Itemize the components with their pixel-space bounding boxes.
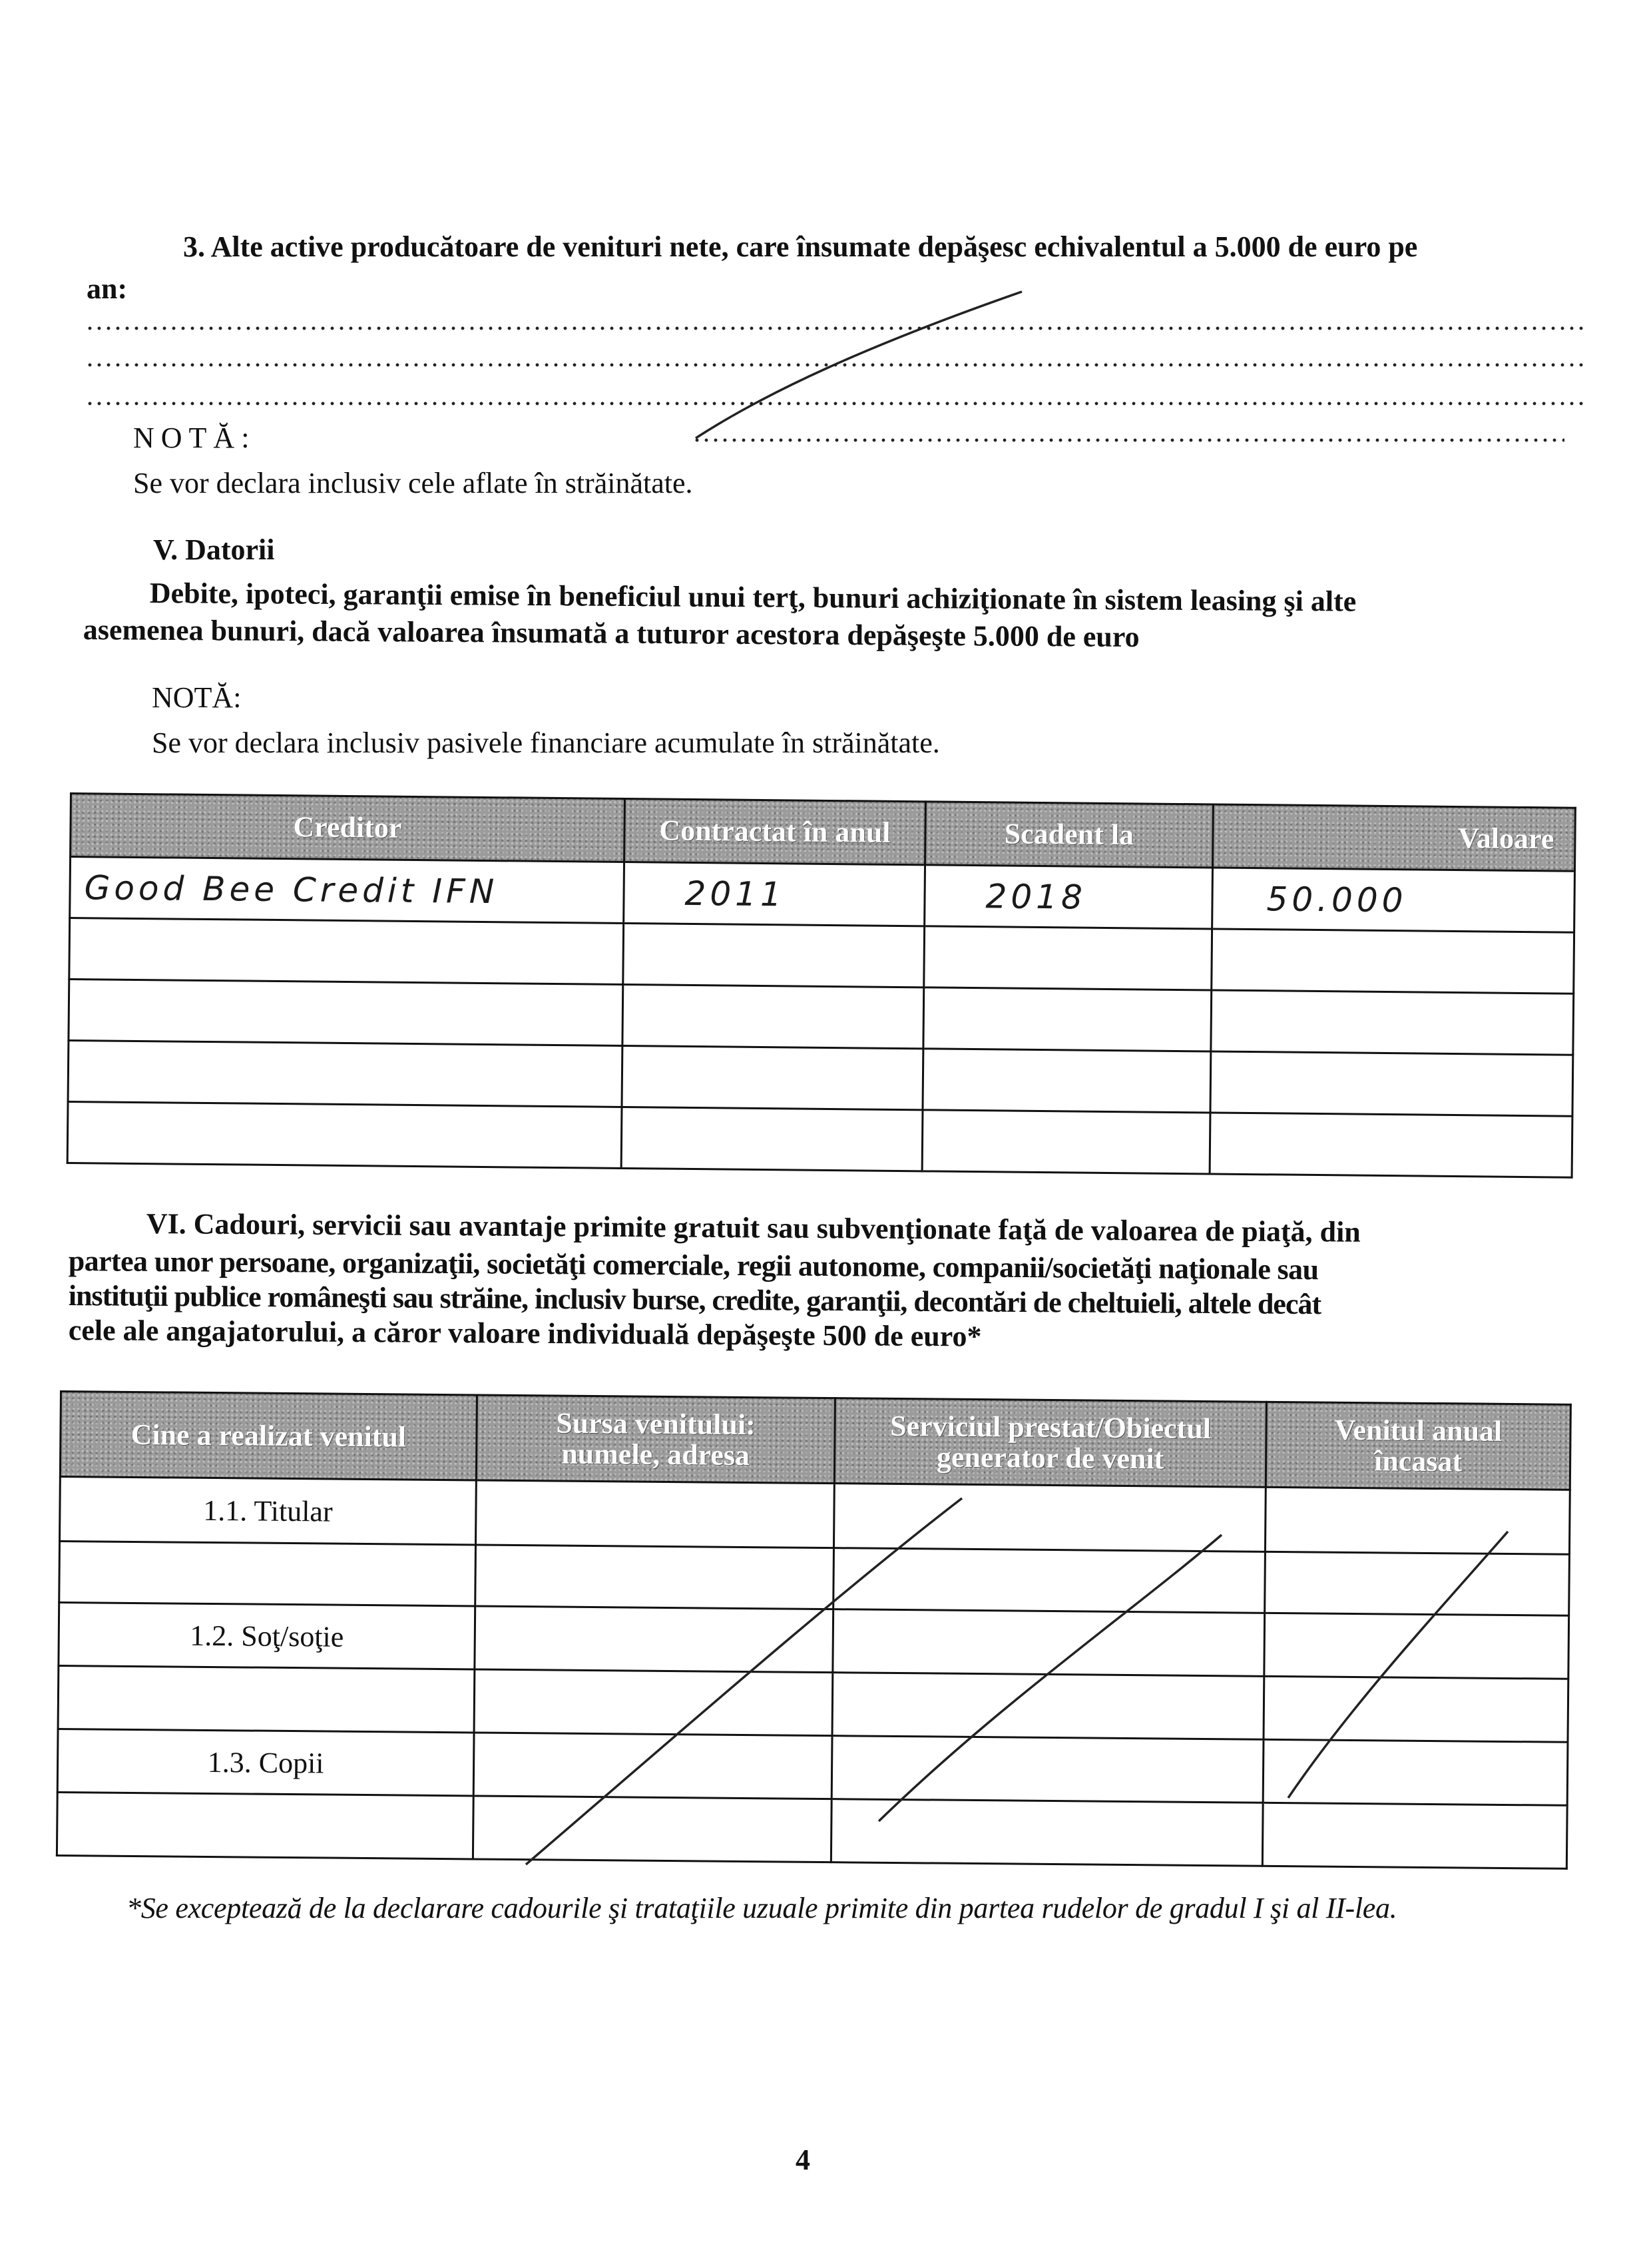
gifts-cell [1264,1613,1569,1679]
gifts-cell [831,1736,1264,1803]
gifts-row [57,1792,1567,1868]
gifts-header-who [60,1392,477,1480]
section5-nota-text: Se vor declara inclusiv pasivele financiare acumulate în străinătate. [152,726,940,759]
debts-cell [621,1107,923,1171]
gifts-cell [1265,1552,1570,1615]
gifts-cell [833,1609,1265,1677]
gifts-cell [474,1669,833,1736]
debts-cell [923,1049,1211,1113]
gifts-header-source-line2: numele, adresa [561,1437,750,1472]
gifts-table [56,1390,1572,1870]
gifts-header-service-line1: Serviciul prestat/Obiectul [889,1409,1212,1445]
section6-line1: VI. Cadouri, servicii sau avantaje primite gratuit sau subvenţionate faţă de valoarea de piaţă, din [146,1207,1361,1249]
debts-cell-due: 2018 [925,865,1213,929]
gifts-header-who-text: Cine a realizat venitul [130,1418,407,1454]
debts-cell [1211,990,1574,1055]
gifts-cell [475,1606,833,1673]
debts-cell-creditor: Good Bee Credit IFN [70,857,624,924]
dotted-line-1 [85,326,1583,330]
debts-cell [923,988,1212,1051]
section6-line3: instituţii publice româneşti sau străine, inclusiv burse, credite, garanţii, decontări de cheltuieli, altele decât [68,1279,1321,1321]
debts-cell [922,1110,1210,1174]
gifts-cell-spouse: 1.2. Soţ/soţie [59,1603,475,1669]
debts-cell [1210,1051,1573,1116]
gifts-header-income-line2: încasat [1373,1444,1463,1478]
section5-desc-line1: Debite, ipoteci, garanţii emise în beneficiul unui terţ, bunuri achiziţionate în sistem leasing şi alte [149,577,1357,618]
debts-header-due: Scadent la [925,802,1214,868]
gifts-cell [58,1665,475,1732]
page-number: 4 [796,2143,810,2176]
section3-heading-text: Alte active producătoare de venituri nete, care însumate depăşesc echivalentul a 5.000 de euro pe [210,230,1418,263]
dotted-line-3 [85,402,1583,406]
gifts-cell [831,1799,1263,1866]
debts-cell-value: 50.000 [1212,868,1575,932]
gifts-header-income [1266,1402,1570,1490]
debts-header-creditor: Creditor [71,794,625,862]
section6-line4: cele ale angajatorului, a căror valoare individuală depăşeşte 500 de euro* [68,1314,982,1353]
section6-line2: partea unor persoane, organizaţii, societăţi comerciale, regii autonome, companii/societăţi naţionale sau [68,1245,1319,1286]
gifts-header-income-line1: Venitul anual [1334,1413,1503,1448]
gifts-cell [833,1548,1266,1613]
debts-cell [924,926,1212,990]
gifts-cell [473,1796,831,1862]
debts-header-contract-year: Contractat în anul [624,799,926,865]
section3-number: 3. [183,230,205,263]
gifts-cell [1265,1487,1570,1554]
section5-nota-label: NOTĂ: [152,681,242,714]
gifts-cell [475,1545,834,1609]
gifts-cell [833,1484,1266,1552]
gifts-cell [1262,1803,1567,1868]
debts-cell [622,1045,923,1109]
gifts-header-source [476,1395,835,1484]
debts-cell [69,980,623,1046]
debts-cell [69,918,624,985]
gifts-cell [475,1480,834,1548]
debts-cell-year: 2011 [624,862,925,926]
debts-table [67,792,1576,1179]
section3-heading [183,230,1417,264]
section5-desc-line2: asemenea bunuri, dacă valoarea însumată a tuturor acestora depăşeşte 5.000 de euro [83,613,1140,654]
gifts-cell [473,1733,832,1799]
debts-cell [1212,929,1574,993]
debts-cell [1210,1113,1572,1177]
gifts-header-service-line2: generator de venit [936,1440,1164,1475]
gifts-header-service [834,1398,1266,1488]
gifts-cell-titular: 1.1. Titular [60,1477,477,1545]
debts-cell [622,984,924,1048]
section3-nota-text: Se vor declara inclusiv cele aflate în străinătate. [133,467,693,499]
dotted-line-4 [692,438,1564,442]
gifts-cell [832,1673,1264,1740]
section5-title: V. Datorii [153,533,275,566]
debts-cell [623,923,925,987]
debts-cell [68,1040,622,1107]
dotted-line-2 [85,363,1583,367]
debts-cell [67,1101,622,1168]
gifts-cell [1263,1739,1568,1805]
section3-nota-label: NOTĂ: [133,422,256,454]
footnote: *Se exceptează de la declarare cadourile şi trataţiile uzuale primite din partea rudelor de gradul I şi al II-lea. [126,1892,1397,1924]
gifts-cell [57,1792,473,1858]
gifts-header-source-line1: Sursa venitului: [556,1406,756,1441]
section3-heading-cont: an: [87,272,128,305]
debts-header-value: Valoare [1212,804,1575,871]
gifts-cell [1264,1676,1568,1742]
gifts-cell-children: 1.3. Copii [57,1729,474,1795]
gifts-cell [59,1542,476,1606]
